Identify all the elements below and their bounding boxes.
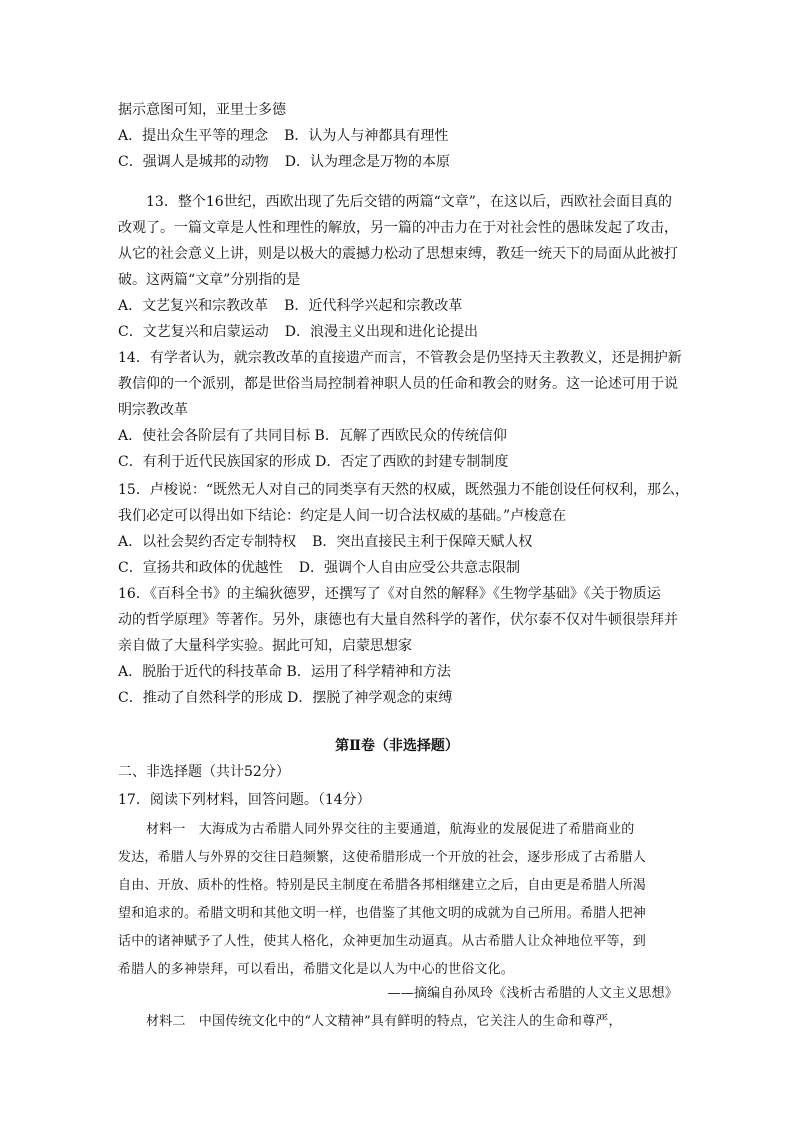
- q15-stem-line-2: 我们必定可以得出如下结论：约定是人间一切合法权威的基础。”卢梭意在: [118, 508, 567, 524]
- q14-stem-line-3: 明宗教改革: [118, 402, 188, 418]
- q15-options-ab: [118, 533, 678, 551]
- q16-options-cd: C．推动了自然科学的形成 D．摆脱了神学观念的束缚: [118, 690, 453, 706]
- q13-options-cd: [118, 323, 678, 341]
- material-1-line-3: 自由、开放、质朴的性格。特别是民主制度在希腊各邦相继建立之后，自由更是希腊人所渴: [118, 878, 647, 893]
- q12-option-a: A．提出众生平等的理念: [118, 128, 269, 144]
- q16-stem-line-3: 亲自做了大量科学实验。据此可知，启蒙思想家: [118, 638, 412, 654]
- q15-option-b: B．突出直接民主利于保障天赋人权: [312, 534, 533, 550]
- q12-option-c: C．强调人是城邦的动物: [118, 154, 269, 170]
- q12-options-ab: [118, 127, 678, 145]
- q14-stem-line-2: 教信仰的一个派别，都是世俗当局控制着神职人员的任命和教会的财务。这一论述可用于说: [118, 376, 678, 392]
- q13-options-ab: [118, 297, 678, 315]
- q16-stem-line-1: 16．《百科全书》的主编狄德罗，还撰写了《对自然的解释》《生物学基础》《关于物质运: [118, 586, 661, 602]
- q14-options-cd: C．有利于近代民族国家的形成 D．否定了西欧的封建专制制度: [118, 454, 509, 470]
- material-1-line-1: 材料一 大海成为古希腊人同外界交往的主要通道，航海业的发展促进了希腊商业的: [146, 822, 635, 837]
- q13-option-b: B．近代科学兴起和宗教改革: [284, 298, 463, 314]
- q13-stem-line-4: 破。这两篇“文章”分别指的是: [118, 272, 301, 288]
- q12-option-d: D．认为理念是万物的本原: [284, 154, 450, 170]
- q14-stem-line-1: 14．有学者认为，就宗教改革的直接遗产而言，不管教会是仍坚持天主教教义，还是拥护新: [118, 350, 682, 366]
- q13-option-c: C．文艺复兴和启蒙运动: [118, 324, 269, 340]
- material-1-line-6: 希腊人的多神崇拜，可以看出，希腊文化是以人为中心的世俗文化。: [118, 962, 515, 977]
- material-1-line-2: 发达，希腊人与外界的交往日趋频繁，这使希腊形成一个开放的社会，逐步形成了古希腊人: [118, 850, 647, 865]
- q15-option-d: D．强调个人自由应受公共意志限制: [298, 560, 520, 576]
- part-two-heading: 第Ⅱ卷（非选择题）: [335, 738, 459, 754]
- q12-stem-end: 据示意图可知，亚里士多德: [118, 102, 286, 118]
- q16-stem-line-2: 动的哲学原理》等著作。另外，康德也有大量自然科学的著作，伏尔泰不仅对牛顿很崇拜并: [118, 612, 678, 628]
- q13-option-a: A．文艺复兴和宗教改革: [118, 298, 269, 314]
- q13-stem-line-2: 改观了。一篇文章是人性和理性的解放，另一篇的冲击力在于对社会性的愚昧发起了攻击，: [118, 220, 678, 236]
- q15-stem-line-1: 15．卢梭说：“既然无人对自己的同类享有天然的权威，既然强力不能创设任何权利，那么，: [118, 482, 689, 498]
- q15-option-c: C．宣扬共和政体的优越性: [118, 560, 283, 576]
- q15-options-cd: [118, 559, 678, 577]
- material-1-line-5: 话中的诸神赋予了人性，使其人格化，众神更加生动逼真。从古希腊人让众神地位平等，到: [118, 934, 647, 949]
- q13-stem-line-3: 从它的社会意义上讲，则是以极大的震撼力松动了思想束缚，教廷一统天下的局面从此被打: [118, 246, 678, 262]
- material-1-source: ——摘编自孙凤玲《浅析古希腊的人文主义思想》: [387, 986, 678, 1001]
- q15-option-a: A．以社会契约否定专制特权: [118, 534, 297, 550]
- q13-stem-line-1: 13．整个16世纪，西欧出现了先后交错的两篇“文章”，在这以后，西欧社会面目真的: [146, 194, 672, 210]
- q17-stem: 17．阅读下列材料，回答问题。（14分）: [118, 792, 371, 808]
- q14-options-ab: A．使社会各阶层有了共同目标 B．瓦解了西欧民众的传统信仰: [118, 428, 507, 444]
- q13-option-d: D．浪漫主义出现和进化论提出: [284, 324, 478, 340]
- q12-options-cd: [118, 153, 678, 171]
- q12-option-b: B．认为人与神都具有理性: [284, 128, 449, 144]
- material-1-line-4: 望和追求的。希腊文明和其他文明一样，也借鉴了其他文明的成就为自己所用。希腊人把神: [118, 906, 647, 921]
- material-2-line-1: 材料二 中国传统文化中的“人文精神”具有鲜明的特点，它关注人的生命和尊严，: [146, 1014, 622, 1029]
- q16-options-ab: A．脱胎于近代的科技革命 B．运用了科学精神和方法: [118, 664, 451, 680]
- section-heading: 二、非选择题（共计52分）: [118, 764, 290, 780]
